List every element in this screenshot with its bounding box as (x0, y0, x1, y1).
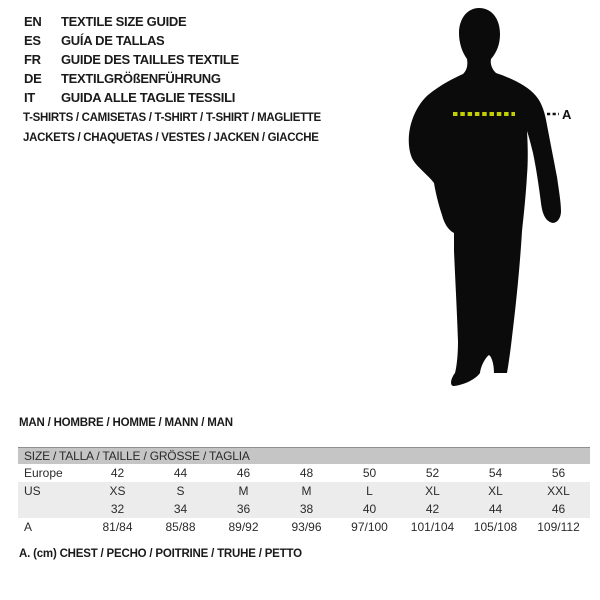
measure-label: A (562, 107, 572, 122)
size-cell: 81/84 (102, 520, 133, 534)
language-row-de (24, 69, 239, 88)
size-cell: 89/92 (228, 520, 259, 534)
size-cell: 56 (551, 466, 566, 480)
size-cell: 48 (299, 466, 314, 480)
size-cell: XS (109, 484, 126, 498)
man-silhouette-shape (409, 8, 561, 386)
language-row-es (24, 31, 239, 50)
size-cell: 93/96 (291, 520, 322, 534)
man-silhouette-icon (400, 3, 575, 403)
man-silhouette-figure (400, 3, 575, 403)
table-row-us-numeric (18, 500, 590, 518)
size-cell: XL (488, 484, 503, 498)
row-label: Europe (24, 466, 63, 480)
language-row-fr (24, 50, 239, 69)
measurement-footnote: A. (cm) CHEST / PECHO / POITRINE / TRUHE / PETTO (19, 548, 302, 560)
size-cell: 44 (488, 502, 503, 516)
size-cell: XXL (547, 484, 570, 498)
size-cell: 40 (362, 502, 377, 516)
language-row-en (24, 12, 239, 31)
size-cell: M (301, 484, 312, 498)
size-cell: 38 (299, 502, 314, 516)
size-cell: 42 (425, 502, 440, 516)
size-cell: XL (425, 484, 440, 498)
row-label: A (24, 520, 33, 534)
size-cell: L (366, 484, 373, 498)
size-cell: 101/104 (410, 520, 455, 534)
language-code: ES (24, 33, 41, 48)
language-list (24, 12, 239, 107)
table-row-europe (18, 464, 590, 482)
size-cell: 44 (173, 466, 188, 480)
size-cell: M (238, 484, 249, 498)
table-row-chest-a (18, 518, 590, 536)
size-cell: 46 (236, 466, 251, 480)
size-cell: 105/108 (473, 520, 518, 534)
row-label (18, 500, 86, 518)
size-cell: 85/88 (165, 520, 196, 534)
language-row-it (24, 88, 239, 107)
size-cell: S (176, 484, 185, 498)
language-code: FR (24, 52, 41, 67)
product-line-jackets: JACKETS / CHAQUETAS / VESTES / JACKEN / GIACCHE (23, 131, 319, 144)
language-title: GUIDE DES TAILLES TEXTILE (61, 52, 239, 67)
size-cell: 32 (110, 502, 125, 516)
product-categories (23, 109, 321, 148)
language-code: IT (24, 90, 35, 105)
size-cell: 52 (425, 466, 440, 480)
language-title: GUÍA DE TALLAS (61, 33, 165, 48)
size-cell: 36 (236, 502, 251, 516)
size-cell: 46 (551, 502, 566, 516)
row-label: US (24, 484, 41, 498)
size-cell: 109/112 (537, 520, 580, 534)
language-title: TEXTILGRÖßENFÜHRUNG (61, 71, 221, 86)
product-line-tshirts: T-SHIRTS / CAMISETAS / T-SHIRT / T-SHIRT / MAGLIETTE (23, 112, 321, 124)
size-cell: 97/100 (351, 520, 388, 534)
size-cell: 54 (488, 466, 503, 480)
table-row-us (18, 482, 590, 500)
size-cell: 50 (362, 466, 377, 480)
language-title: GUIDA ALLE TAGLIE TESSILI (61, 90, 236, 105)
section-title-man: MAN / HOMBRE / HOMME / MANN / MAN (19, 417, 233, 429)
size-cell: 42 (110, 466, 125, 480)
language-code: EN (24, 14, 42, 29)
size-table-header: SIZE / TALLA / TAILLE / GRÖSSE / TAGLIA (18, 447, 590, 464)
size-cell: 34 (173, 502, 188, 516)
size-table (18, 447, 590, 536)
language-title: TEXTILE SIZE GUIDE (61, 14, 187, 29)
language-code: DE (24, 71, 42, 86)
